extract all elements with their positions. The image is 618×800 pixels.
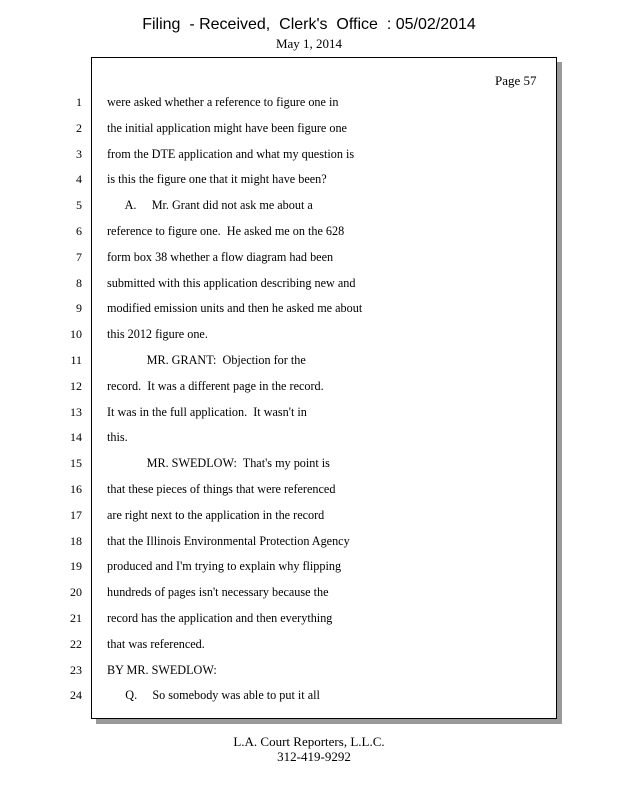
line-number: 8 [76,275,82,290]
line-number: 6 [76,224,82,238]
line-text: this 2012 figure one. [107,327,208,342]
line-number: 22 [70,636,82,651]
line-number: 23 [70,662,82,677]
line-number: 2 [76,120,82,135]
line-text: were asked whether a reference to figure one in [107,95,339,109]
line-number: 4 [76,172,82,187]
line-number: 3 [76,146,82,161]
line-number: 20 [70,585,82,600]
page-number: Page 57 [495,73,537,88]
footer-phone: 312-419-9292 [277,749,351,764]
line-number: 13 [70,404,82,419]
line-text: MR. GRANT: Objection for the [107,353,306,367]
line-text: It was in the full application. It wasn't in [107,404,307,419]
filing-stamp: Filing - Received, Clerk's Office : 05/02/2014 [142,16,476,33]
line-text: form box 38 whether a flow diagram had been [107,249,334,264]
line-text: record. It was a different page in the record. [107,378,324,393]
line-number: 18 [70,533,82,548]
line-number: 14 [70,430,82,445]
line-number: 7 [76,249,82,264]
line-number: 10 [70,327,82,342]
line-text: that the Illinois Environmental Protection Agency [107,533,350,548]
line-text: the initial application might have been figure one [107,120,347,135]
line-text: that was referenced. [107,636,205,651]
line-text: is this the figure one that it might have been? [107,172,327,187]
line-number: 11 [70,353,82,367]
line-text: from the DTE application and what my question is [107,146,355,161]
line-text: MR. SWEDLOW: That's my point is [107,456,330,471]
line-number: 16 [70,482,82,496]
line-number: 12 [70,378,82,393]
line-text: submitted with this application describing new and [107,275,356,290]
line-text: Q. So somebody was able to put it all [107,688,320,703]
line-number: 9 [76,301,82,316]
line-number: 19 [70,559,82,574]
line-number: 15 [70,456,82,471]
line-text: hundreds of pages isn't necessary because the [107,585,329,600]
line-text: A. Mr. Grant did not ask me about a [107,198,313,213]
line-text: BY MR. SWEDLOW: [107,662,217,677]
line-number: 17 [70,507,82,522]
line-text: that these pieces of things that were referenced [107,482,336,496]
line-number: 1 [76,95,82,109]
line-text: produced and I'm trying to explain why flipping [107,559,342,574]
line-text: record has the application and then everything [107,611,333,625]
line-text: this. [107,430,128,445]
line-number: 5 [76,198,82,213]
line-text: modified emission units and then he asked me about [107,301,363,316]
footer-company: L.A. Court Reporters, L.L.C. [233,734,385,749]
line-number: 21 [70,611,82,625]
line-text: are right next to the application in the record [107,507,325,522]
line-text: reference to figure one. He asked me on the 628 [107,224,345,238]
transcript-date: May 1, 2014 [275,36,343,51]
line-number: 24 [70,688,82,703]
